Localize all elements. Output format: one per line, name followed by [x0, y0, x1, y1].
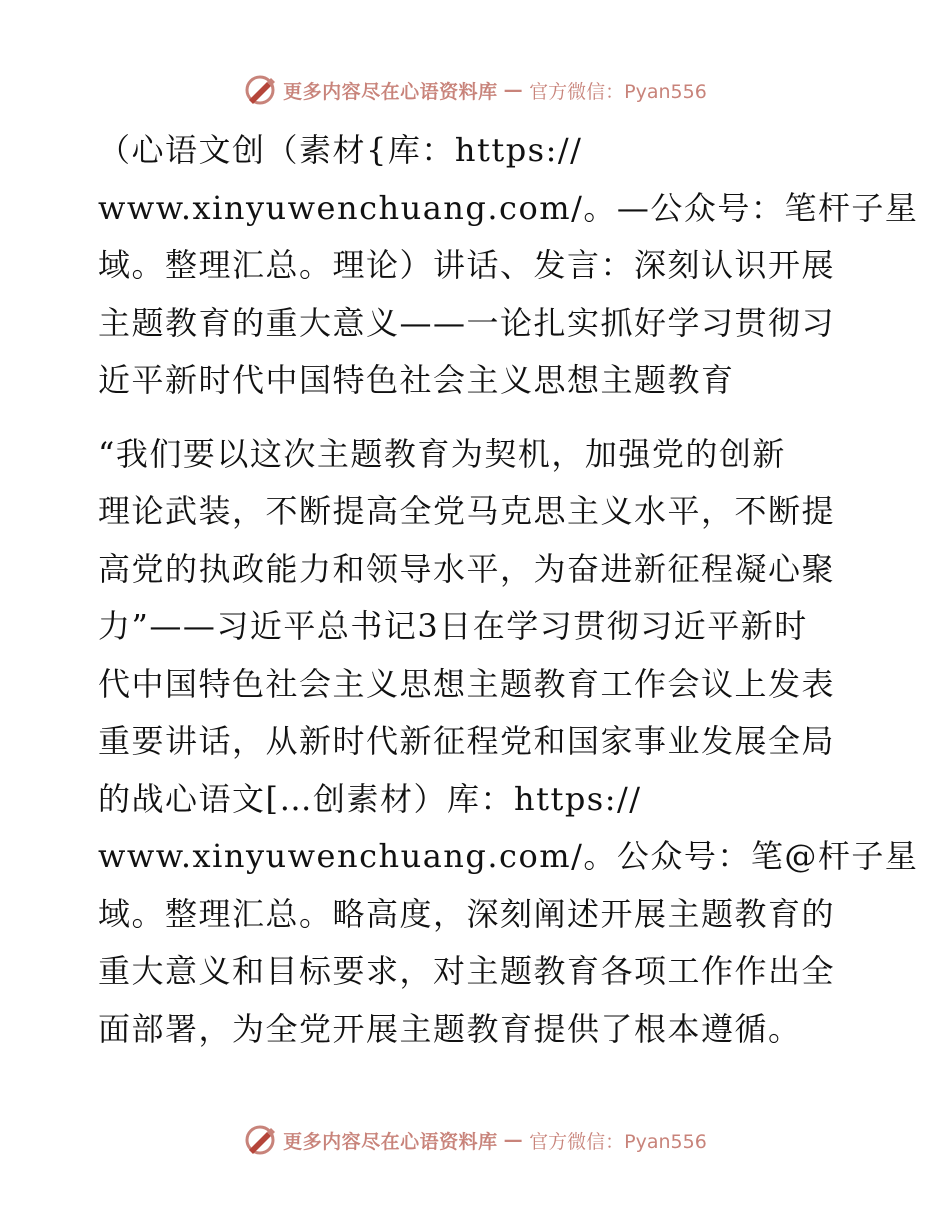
paragraph-2-line: 理论武装，不断提高全党马克思主义水平，不断提: [98, 492, 836, 530]
paragraph-2-line: www.xinyuwenchuang.com/。公众号：笔@杆子星: [98, 837, 919, 875]
paragraph-2-line: 面部署，为全党开展主题教育提供了根本遵循。: [98, 1009, 802, 1048]
paragraph-2-line: 重大意义和目标要求，对主题教育各项工作作出全: [98, 952, 836, 990]
paragraph-1-line: 近平新时代中国特色社会主义思想主题教育: [98, 361, 735, 399]
footer-watermark: [0, 1120, 950, 1160]
header-watermark: [0, 70, 950, 110]
header-brand-text: 更多内容尽在心语资料库: [283, 80, 498, 103]
paragraph-1-line: 域。整理汇总。理论）讲话、发言：深刻认识开展: [98, 246, 836, 284]
header-dash: —: [503, 79, 524, 101]
footer-wechat-text: 官方微信：Pyan556: [529, 1130, 707, 1153]
paragraph-2-line: 力”——习近平总书记3日在学习贯彻习近平新时: [98, 607, 808, 645]
pen-logo-icon: [243, 1123, 277, 1157]
paragraph-2-line: 高党的执政能力和领导水平，为奋进新征程凝心聚: [98, 549, 836, 588]
paragraph-2: [98, 426, 919, 1059]
footer-brand-text: 更多内容尽在心语资料库: [283, 1130, 498, 1153]
paragraph-1: [98, 122, 919, 410]
paragraph-2-line: 的战心语文[…创素材）库：https://: [98, 779, 642, 818]
paragraph-2-line: 域。整理汇总。略高度，深刻阐述开展主题教育的: [98, 894, 836, 933]
paragraph-2-line: 代中国特色社会主义思想主题教育工作会议上发表: [98, 664, 836, 703]
paragraph-1-line: www.xinyuwenchuang.com/。—公众号：笔杆子星: [98, 188, 919, 227]
document-body: [98, 122, 919, 1058]
paragraph-1-line: （心语文创（素材{库：https://: [98, 131, 583, 169]
paragraph-2-line: 重要讲话，从新时代新征程党和国家事业发展全局: [98, 722, 836, 760]
pen-logo-icon: [243, 73, 277, 107]
footer-dash: —: [503, 1129, 524, 1151]
paragraph-1-line: 主题教育的重大意义——一论扎实抓好学习贯彻习: [98, 303, 836, 342]
paragraph-2-line: “我们要以这次主题教育为契机，加强党的创新: [98, 434, 786, 473]
header-wechat-text: 官方微信：Pyan556: [529, 80, 707, 103]
